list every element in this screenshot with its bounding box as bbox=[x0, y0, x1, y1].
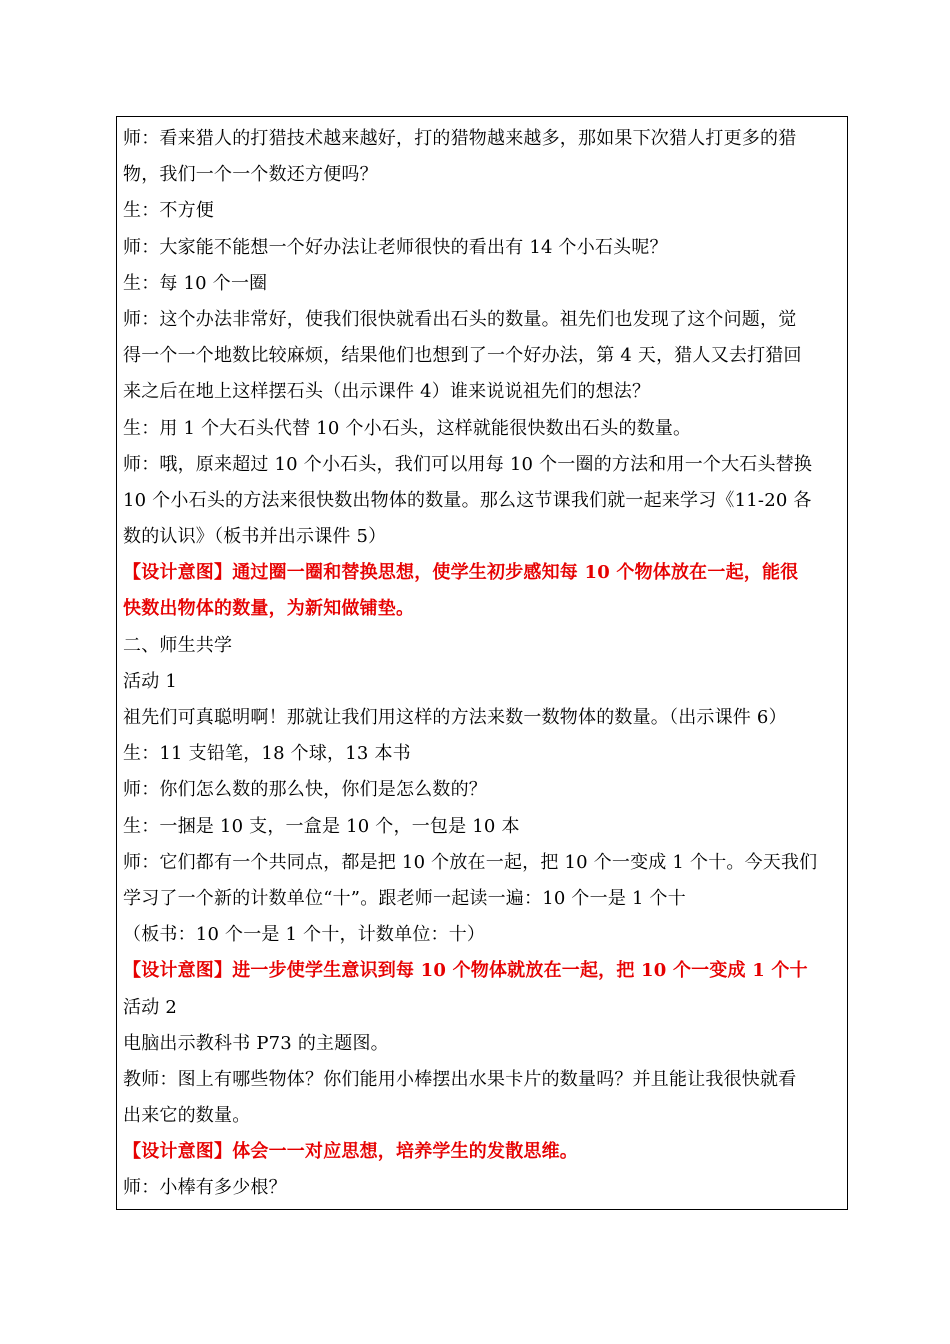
text-line: 师：你们怎么数的那么快，你们是怎么数的？ bbox=[123, 779, 487, 801]
lesson-text bbox=[123, 121, 841, 1207]
text-line: 师：它们都有一个共同点，都是把 10 个放在一起，把 10 个一变成 1 个十。今天我们 bbox=[123, 851, 818, 873]
text-line: 生：每 10 个一圈 bbox=[123, 272, 268, 294]
text-line: 得一个一个地数比较麻烦，结果他们也想到了一个好办法，第 4 天，猎人又去打猎回 bbox=[123, 345, 802, 367]
text-line: 师：看来猎人的打猎技术越来越好，打的猎物越来越多，那如果下次猎人打更多的猎 bbox=[123, 128, 797, 149]
text-line: 生：11 支铅笔，18 个球，13 本书 bbox=[123, 743, 411, 765]
text-line: 二、师生共学 bbox=[123, 634, 233, 656]
text-line: 师：小棒有多少根？ bbox=[123, 1177, 287, 1199]
design-intent-line: 【设计意图】通过圈一圈和替换思想，使学生初步感知每 10 个物体放在一起，能很 bbox=[123, 562, 799, 584]
text-line: 生：不方便 bbox=[123, 200, 214, 222]
text-line: 祖先们可真聪明啊！那就让我们用这样的方法来数一数物体的数量。（出示课件 6） bbox=[123, 707, 787, 728]
text-line: 师：哦，原来超过 10 个小石头，我们可以用每 10 个一圈的方法和用一个大石头替换 bbox=[123, 453, 813, 475]
text-line: 学习了一个新的计数单位“十”。跟老师一起读一遍：10 个一是 1 个十 bbox=[123, 887, 686, 909]
text-line: 师：这个办法非常好，使我们很快就看出石头的数量。祖先们也发现了这个问题，觉 bbox=[123, 308, 797, 330]
text-line: 生：一捆是 10 支，一盒是 10 个，一包是 10 本 bbox=[123, 815, 520, 837]
text-line: 师：大家能不能想一个好办法让老师很快的看出有 14 个小石头呢？ bbox=[123, 236, 668, 258]
text-line: 活动 2 bbox=[123, 996, 177, 1018]
design-intent-line: 【设计意图】体会一一对应思想，培养学生的发散思维。 bbox=[123, 1141, 578, 1163]
text-line: 10 个小石头的方法来很快数出物体的数量。那么这节课我们就一起来学习《11-20 各 bbox=[123, 489, 812, 511]
text-line: （板书：10 个一是 1 个十，计数单位：十） bbox=[123, 924, 486, 946]
text-line: 生：用 1 个大石头代替 10 个小石头，这样就能很快数出石头的数量。 bbox=[123, 417, 692, 439]
text-line: 教师：图上有哪些物体？你们能用小棒摆出水果卡片的数量吗？并且能让我很快就看 bbox=[123, 1068, 797, 1090]
text-line: 数的认识》（板书并出示课件 5） bbox=[123, 526, 387, 548]
text-line: 物，我们一个一个数还方便吗？ bbox=[123, 164, 378, 186]
text-line: 来之后在地上这样摆石头（出示课件 4）谁来说说祖先们的想法？ bbox=[123, 381, 651, 403]
text-line: 活动 1 bbox=[123, 670, 177, 692]
design-intent-line: 【设计意图】进一步使学生意识到每 10 个物体就放在一起，把 10 个一变成 1 个十 bbox=[123, 960, 808, 982]
text-line: 电脑出示教科书 P73 的主题图。 bbox=[123, 1032, 389, 1054]
text-line: 出来它的数量。 bbox=[123, 1105, 251, 1127]
design-intent-line: 快数出物体的数量，为新知做铺垫。 bbox=[123, 598, 415, 620]
